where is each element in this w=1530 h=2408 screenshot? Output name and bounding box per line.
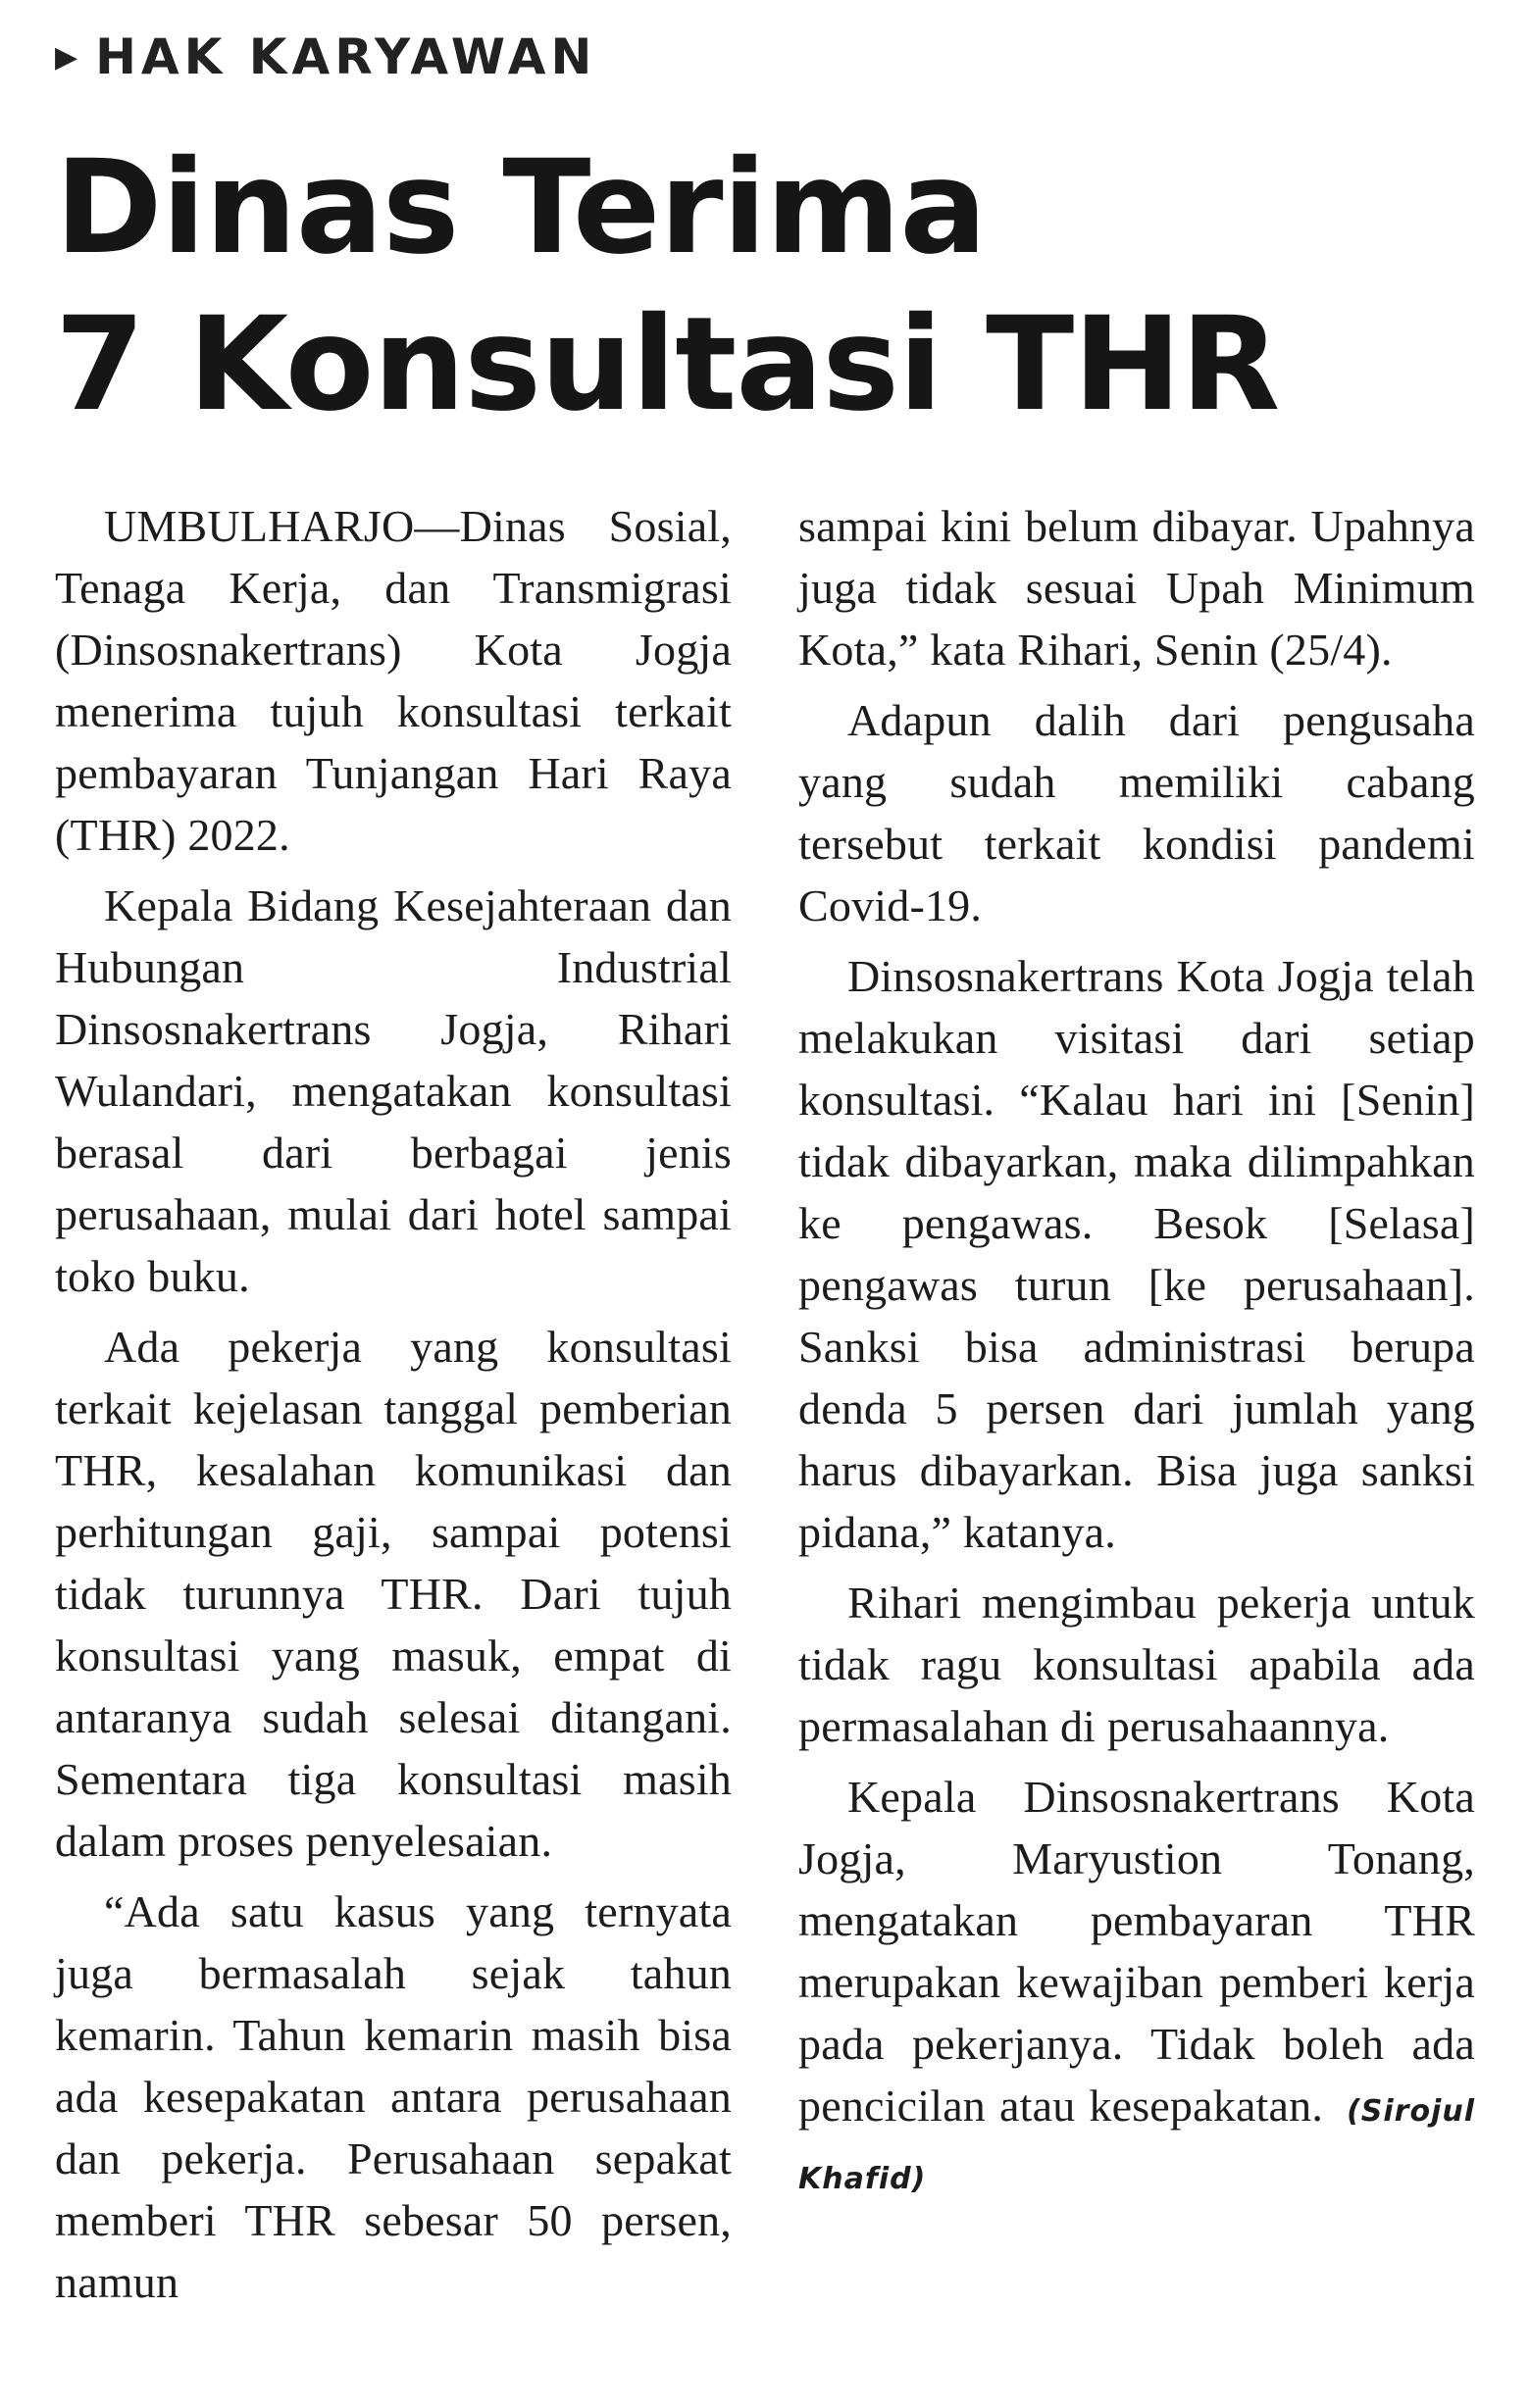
paragraph-final-text: Kepala Dinsosnakertrans Kota Jogja, Maryustion Tonang, mengatakan pembayaran THR merupakan kewajiban pemberi kerja pada pekerjanya. Tidak boleh ada pencicilan atau kesepakatan.	[798, 1772, 1475, 2131]
paragraph: UMBULHARJO—Dinas Sosial, Tenaga Kerja, dan Transmigrasi (Dinsosnakertrans) Kota Jogja menerima tujuh konsultasi terkait pembayaran Tunjangan Hari Raya (THR) 2022.	[55, 501, 732, 860]
paragraph-continued: sampai kini belum dibayar. Upahnya juga tidak sesuai Upah Minimum Kota,” kata Rihari, Senin (25/4).	[798, 501, 1475, 675]
kicker-label: HAK KARYAWAN	[95, 28, 597, 85]
article-body	[55, 495, 1475, 2322]
paragraph: Adapun dalih dari pengusaha yang sudah memiliki cabang tersebut terkait kondisi pandemi Covid-19.	[798, 695, 1475, 930]
headline-line-2: 7 Konsultasi THR	[55, 289, 1280, 440]
headline-line-1: Dinas Terima	[55, 132, 987, 283]
paragraph: “Ada satu kasus yang ternyata juga bermasalah sejak tahun kemarin. Tahun kemarin masih bisa ada kesepakatan antara perusahaan dan pekerja. Perusahaan sepakat memberi THR sebesar 50 persen, namun	[55, 1886, 732, 2307]
section-kicker	[55, 27, 1475, 86]
column-left	[55, 495, 732, 2322]
paragraph: Kepala Bidang Kesejahteraan dan Hubungan Industrial Dinsosnakertrans Jogja, Rihari Wulandari, mengatakan konsultasi berasal dari berbagai jenis perusahaan, mulai dari hotel sampai toko buku.	[55, 880, 732, 1301]
paragraph: Ada pekerja yang konsultasi terkait kejelasan tanggal pemberian THR, kesalahan komunikasi dan perhitungan gaji, sampai potensi tidak turunnya THR. Dari tujuh konsultasi yang masuk, empat di antaranya sudah selesai ditangani. Sementara tiga konsultasi masih dalam proses penyelesaian.	[55, 1322, 732, 1866]
byline: (Sirojul Khafid)	[798, 2094, 1475, 2196]
paragraph: Dinsosnakertrans Kota Jogja telah melakukan visitasi dari setiap konsultasi. “Kalau hari ini [Senin] tidak dibayarkan, maka dilimpahkan ke pengawas. Besok [Selasa] pengawas turun [ke perusahaan]. Sanksi bisa administrasi berupa denda 5 persen dari jumlah yang harus dibayarkan. Bisa juga sanksi pidana,” katanya.	[798, 951, 1475, 1557]
column-right	[798, 495, 1475, 2322]
triangle-right-icon: ▶	[55, 39, 78, 75]
headline	[55, 129, 1475, 443]
paragraph-final	[798, 1766, 1475, 2210]
paragraph: Rihari mengimbau pekerja untuk tidak ragu konsultasi apabila ada permasalahan di perusahaannya.	[798, 1578, 1475, 1751]
